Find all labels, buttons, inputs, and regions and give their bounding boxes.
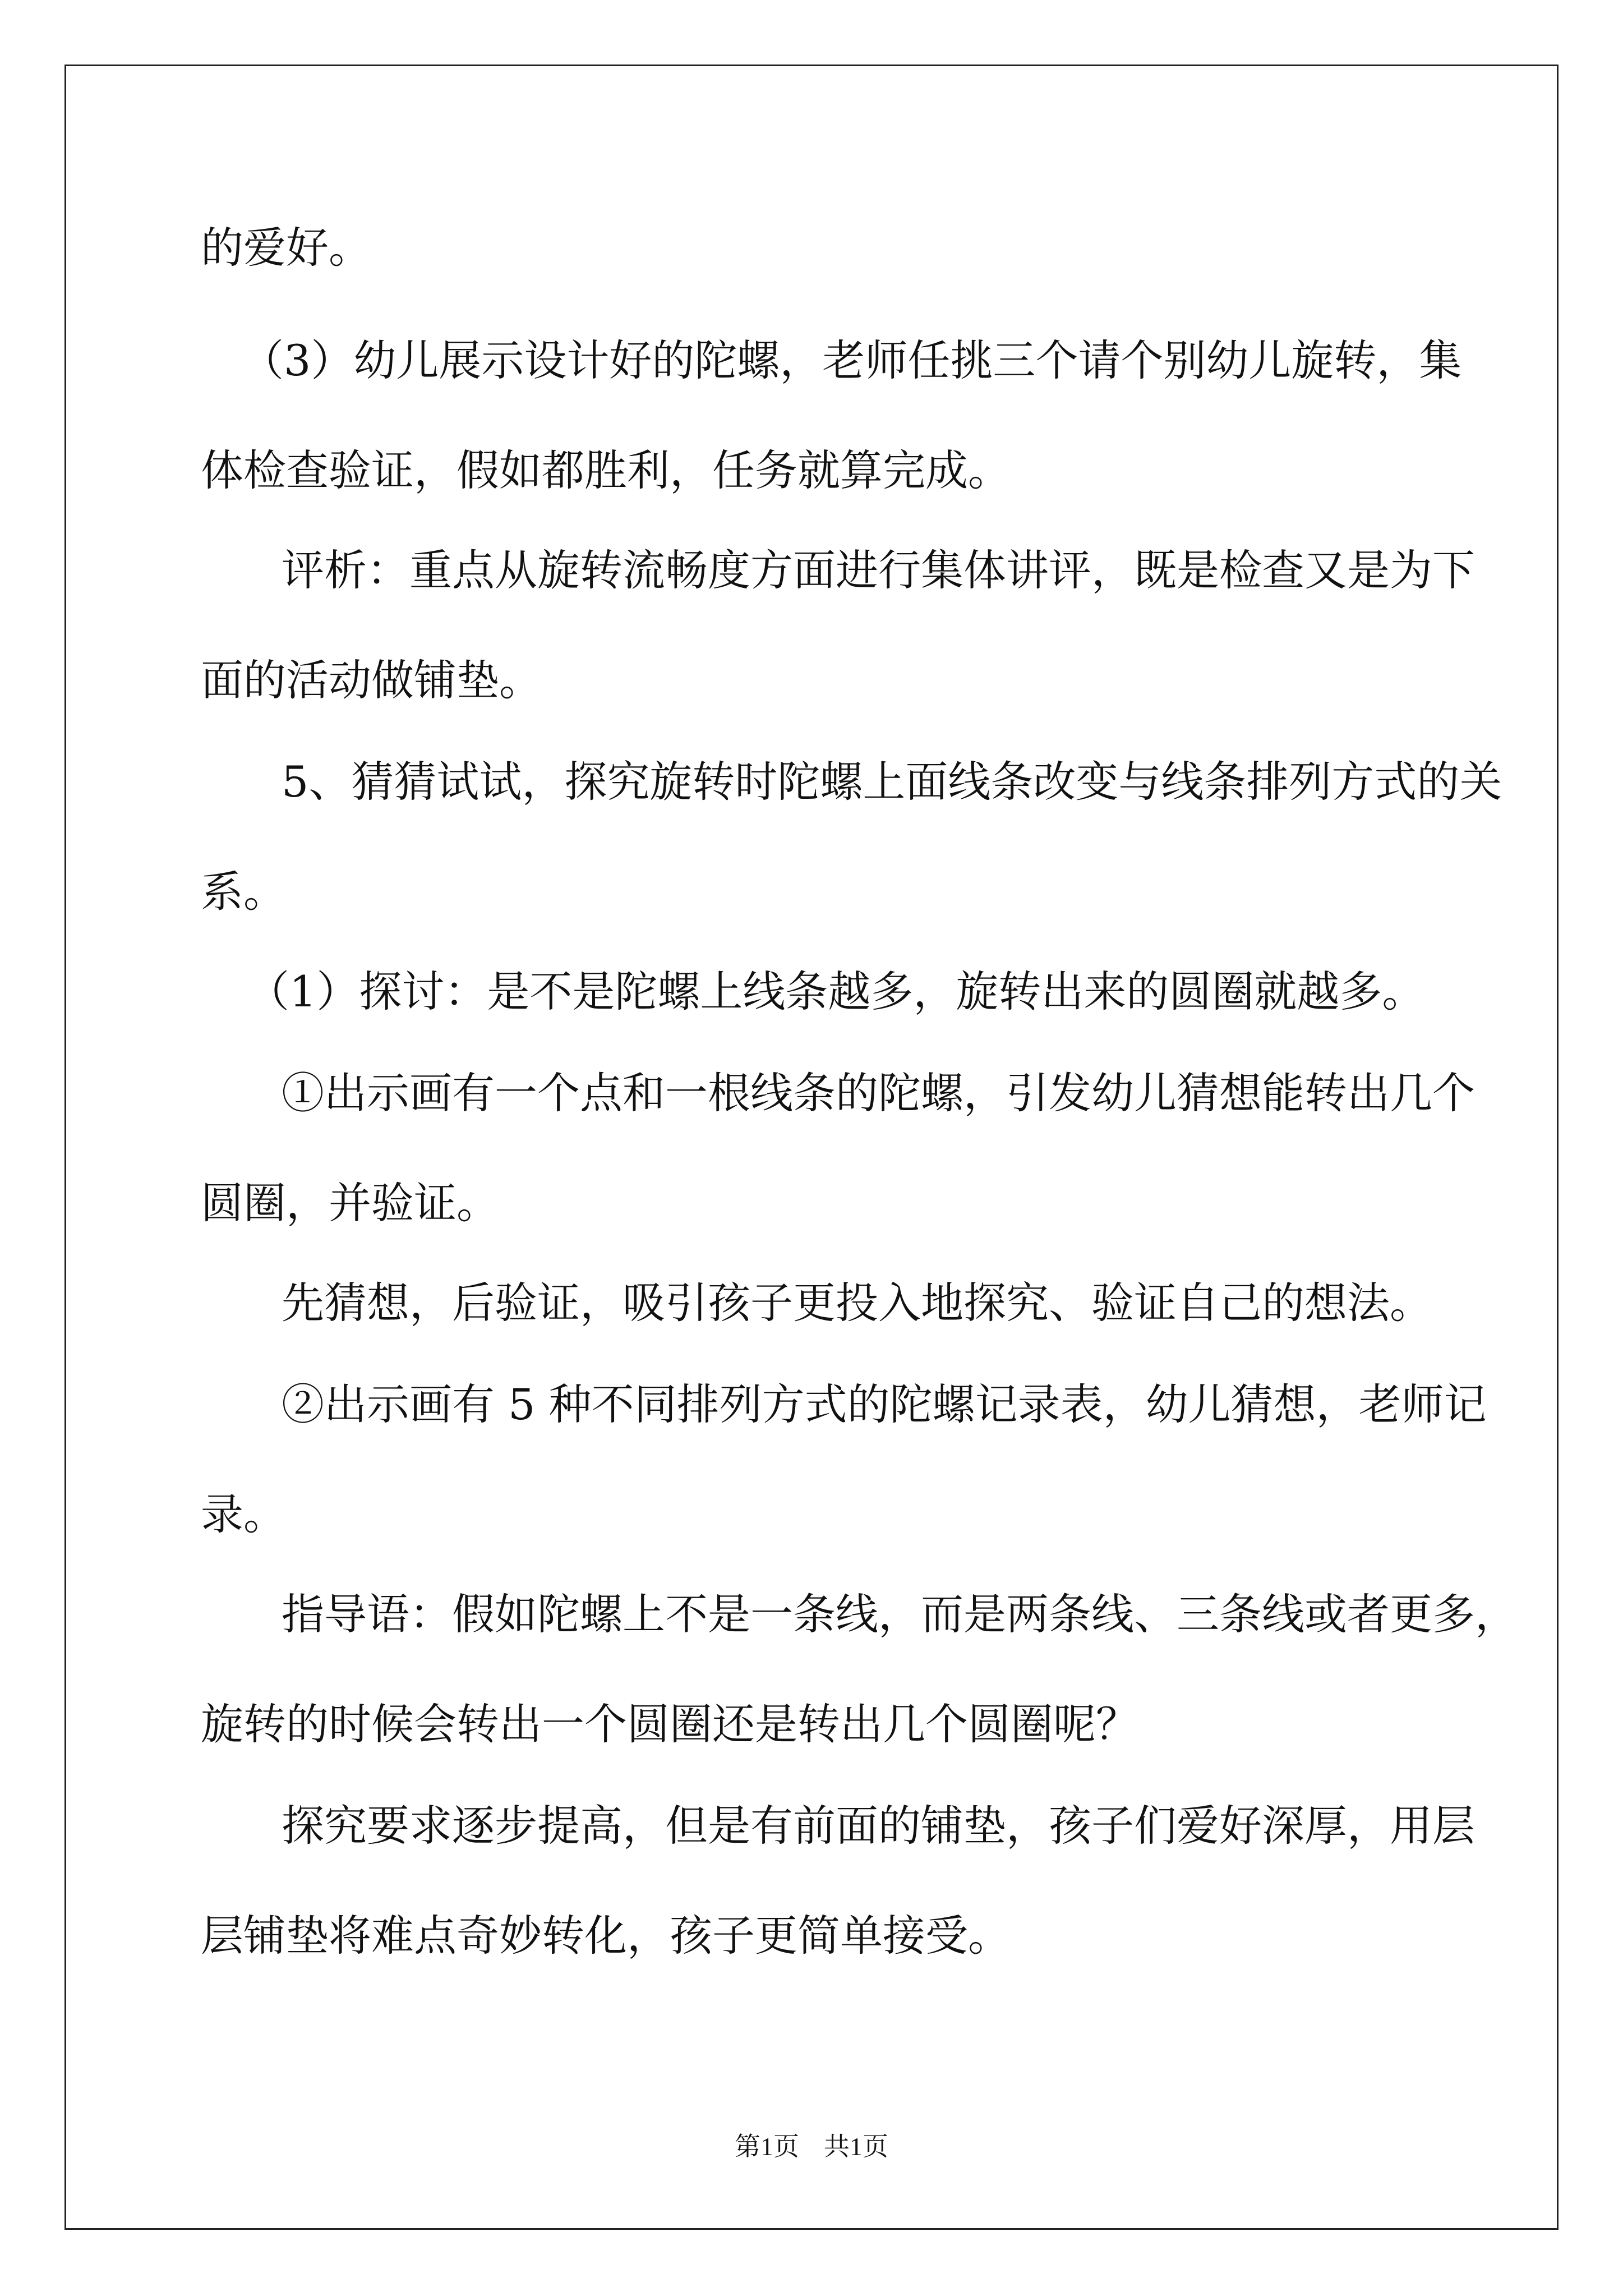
paragraph-line-12: ②出示画有 5 种不同排列方式的陀螺记录表，幼儿猜想，老师记 bbox=[282, 1379, 1487, 1429]
paragraph-line-3: 体检查验证，假如都胜利，任务就算完成。 bbox=[201, 445, 1011, 495]
paragraph-line-16: 探究要求逐步提高，但是有前面的铺垫，孩子们爱好深厚，用层 bbox=[282, 1801, 1475, 1851]
page-border bbox=[64, 65, 1559, 2230]
page-total: 共1页 bbox=[824, 2132, 888, 2161]
paragraph-line-15: 旋转的时候会转出一个圆圈还是转出几个圆圈呢？ bbox=[201, 1699, 1138, 1749]
paragraph-line-7: 系。 bbox=[201, 867, 286, 917]
paragraph-line-2: （3）幼儿展示设计好的陀螺，老师任挑三个请个别幼儿旋转，集 bbox=[241, 335, 1462, 385]
page-number: 第1页 bbox=[735, 2132, 799, 2161]
paragraph-line-8: （1）探讨：是不是陀螺上线条越多，旋转出来的圆圈就越多。 bbox=[247, 967, 1425, 1016]
paragraph-line-4: 评析：重点从旋转流畅度方面进行集体讲评，既是检查又是为下 bbox=[282, 545, 1475, 595]
paragraph-line-17: 层铺垫将难点奇妙转化，孩子更简单接受。 bbox=[201, 1911, 1011, 1961]
paragraph-line-6: 5、猜猜试试，探究旋转时陀螺上面线条改变与线条排列方式的关 bbox=[282, 757, 1502, 807]
paragraph-line-11: 先猜想，后验证，吸引孩子更投入地探究、验证自己的想法。 bbox=[282, 1278, 1432, 1328]
paragraph-line-1: 的爱好。 bbox=[201, 223, 371, 273]
paragraph-line-14: 指导语：假如陀螺上不是一条线，而是两条线、三条线或者更多， bbox=[282, 1589, 1518, 1639]
paragraph-line-5: 面的活动做铺垫。 bbox=[201, 655, 542, 705]
paragraph-line-13: 录。 bbox=[201, 1489, 286, 1539]
paragraph-line-10: 圆圈，并验证。 bbox=[201, 1178, 499, 1228]
paragraph-line-9: ①出示画有一个点和一根线条的陀螺，引发幼儿猜想能转出几个 bbox=[282, 1068, 1475, 1118]
page-footer bbox=[0, 2134, 1623, 2160]
